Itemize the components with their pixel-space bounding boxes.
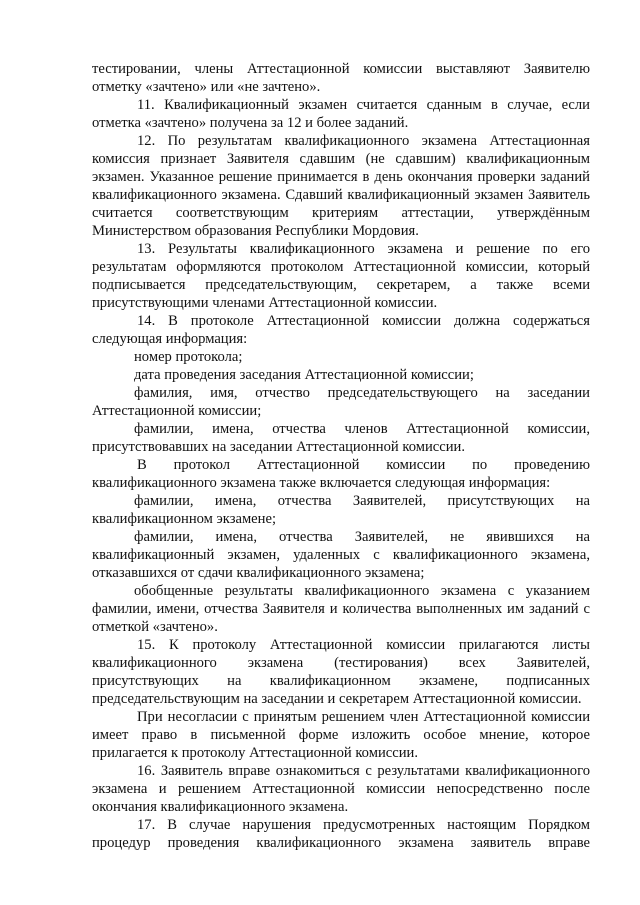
- paragraph-16: 16. Заявитель вправе ознакомиться с результатами квалификационного экзамена и решением Аттестационной комиссии непосредственно после окончания квалификационного экзамена.: [92, 763, 590, 815]
- paragraph-13: 13. Результаты квалификационного экзамена и решение по его результатам оформляются протоколом Аттестационной комиссии, который подписывается председательствующим, секретарем, а также всеми присутствующими членами Аттестационной комиссии.: [92, 241, 590, 311]
- list-item-meeting-date: дата проведения заседания Аттестационной комиссии;: [134, 367, 474, 383]
- list-item-absent-applicants: фамилии, имена, отчества Заявителей, не явившихся на квалификационный экзамен, удаленных с квалификационного экзамена, отказавшихся от сдачи квалификационного экзамена;: [92, 529, 590, 581]
- paragraph-continuation: тестировании, члены Аттестационной комиссии выставляют Заявителю отметку «зачтено» или «не зачтено».: [92, 61, 590, 95]
- paragraph-protocol-info: В протокол Аттестационной комиссии по проведению квалификационного экзамена также включается следующая информация:: [92, 457, 590, 491]
- paragraph-14: 14. В протоколе Аттестационной комиссии должна содержаться следующая информация:: [92, 313, 590, 347]
- list-item-chair-name: фамилия, имя, отчество председательствующего на заседании Аттестационной комиссии;: [92, 385, 590, 419]
- list-item-members-names: фамилии, имена, отчества членов Аттестационной комиссии, присутствовавших на заседании Аттестационной комиссии.: [92, 421, 590, 455]
- list-item-present-applicants: фамилии, имена, отчества Заявителей, присутствующих на квалификационном экзамене;: [92, 493, 590, 527]
- paragraph-12: 12. По результатам квалификационного экзамена Аттестационная комиссия признает Заявителя сдавшим (не сдавшим) квалификационным экзамен. Указанное решение принимается в день окончания проверки заданий квалификационного экзамена. Сдавший квалификационный экзамен Заявитель считается соответствующим критериям аттестации, утверждённым Министерством образования Республики Мордовия.: [92, 133, 590, 239]
- list-item-protocol-number: номер протокола;: [134, 349, 243, 365]
- paragraph-15: 15. К протоколу Аттестационной комиссии прилагаются листы квалификационного экзамена (тестирования) всех Заявителей, присутствующих на квалификационном экзамене, подписанных председательствующим на заседании и секретарем Аттестационной комиссии.: [92, 637, 590, 707]
- list-item-summary-results: обобщенные результаты квалификационного экзамена с указанием фамилии, имени, отчества Заявителя и количества выполненных им заданий с отметкой «зачтено».: [92, 583, 590, 635]
- paragraph-dissent: При несогласии с принятым решением член Аттестационной комиссии имеет право в письменной форме изложить особое мнение, которое прилагается к протоколу Аттестационной комиссии.: [92, 709, 590, 761]
- paragraph-11: 11. Квалификационный экзамен считается сданным в случае, если отметка «зачтено» получена за 12 и более заданий.: [92, 97, 590, 131]
- paragraph-17: 17. В случае нарушения предусмотренных настоящим Порядком процедур проведения квалификационного экзамена заявитель вправе: [92, 817, 590, 851]
